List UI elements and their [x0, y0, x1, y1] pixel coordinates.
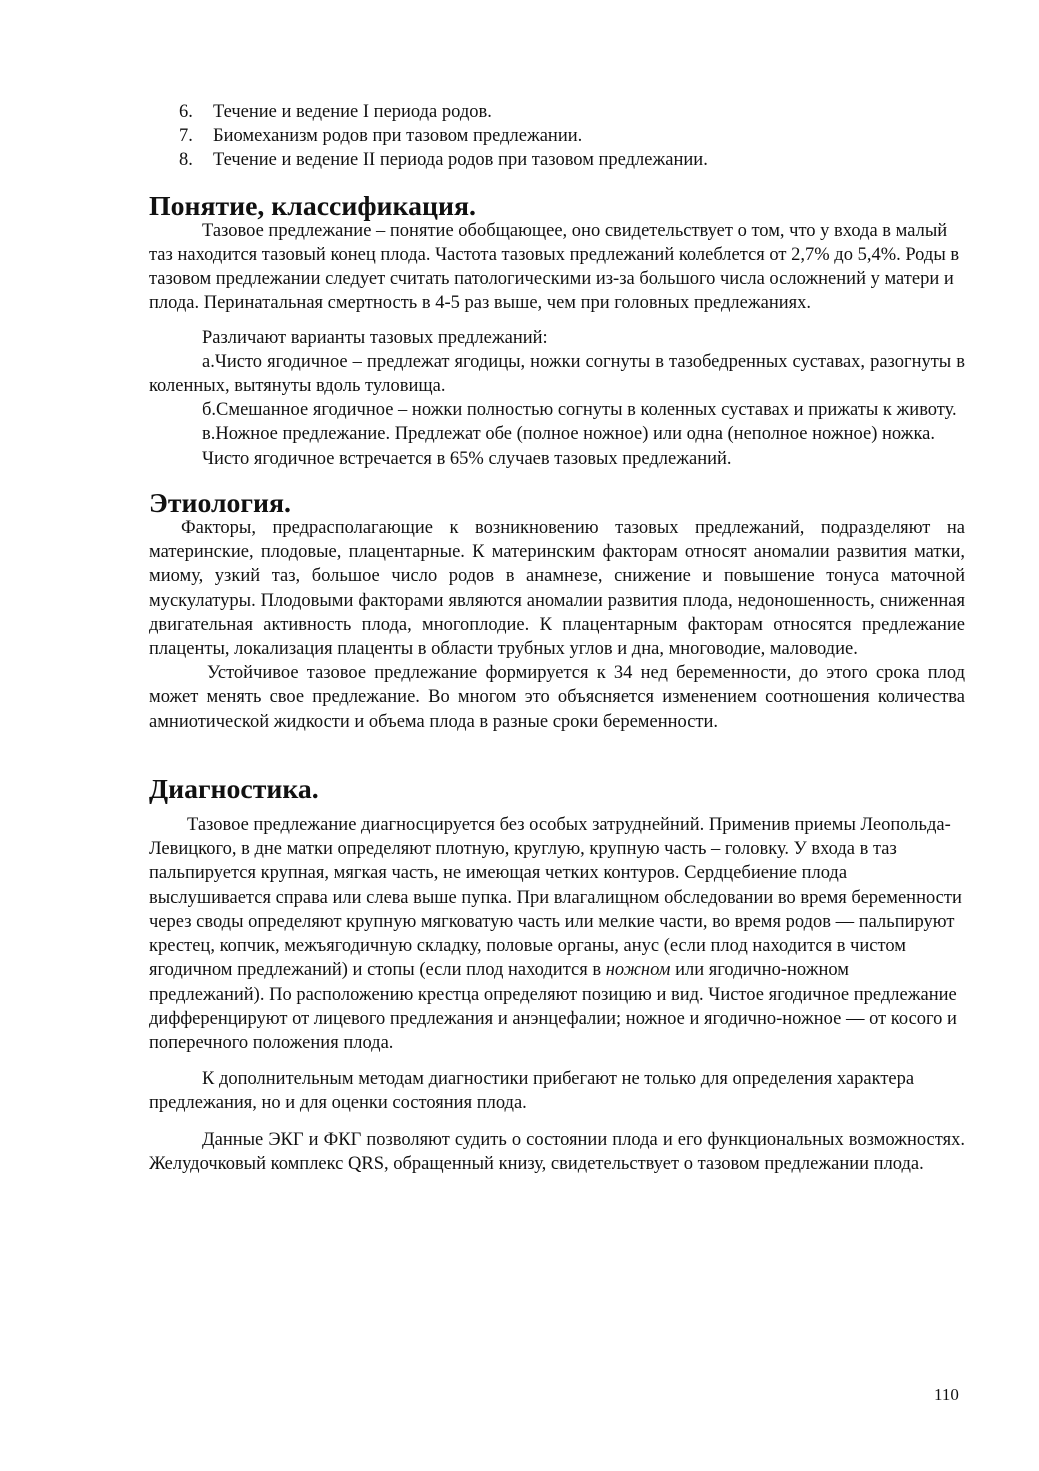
list-item	[149, 148, 965, 172]
diagnostics-paragraph-2: К дополнительным методам диагностики прибегают не только для определения характера предлежания, но и для оценки состояния плода.	[149, 1069, 915, 1114]
variant-a: а.Чисто ягодичное – предлежат ягодицы, ножки согнуты в тазобедренных суставах, разогнуты в коленных, вытянуты вдоль туловища.	[149, 351, 965, 397]
list-item-number: 8.	[179, 150, 193, 171]
concept-paragraph: Тазовое предлежание – понятие обобщающее, оно свидетельствует о том, что у входа в малый таз находится тазовый конец плода. Частота тазовых предлежаний колеблется от 2,7% до 5,4%. Роды в тазовом предлежании следует считать патологическими из-за большого числа осложнений у матери и плода. Перинатальная смертность в 4-5 раз выше, чем при головных предлежаниях.	[149, 220, 960, 314]
section-heading-etiology: Этиология.	[149, 487, 291, 519]
diagnostics-paragraph	[149, 813, 965, 1055]
diagnostics-text-part2: или ягодично-ножном предлежаний). По расположению крестца определяют позицию и вид. Чистое ягодичное предлежание дифференцируют от лицевого предлежания и анэнцефалии; ножное и ягодично-ножное — от косого и поперечного положения плода.	[149, 960, 957, 1053]
etiology-paragraph-2: Устойчивое тазовое предлежание формируется к 34 нед беременности, до этого срока плод может менять свое предлежание. Во многом это объясняется изменением соотношения количества амниотической жидкости и объема плода в разные сроки беременности.	[149, 663, 965, 732]
list-item-text: Течение и ведение I периода родов.	[213, 102, 492, 122]
topic-list	[149, 100, 965, 173]
etiology-paragraph: Факторы, предрасполагающие к возникновению тазовых предлежаний, подразделяют на материнские, плодовые, плацентарные. К материнским факторам относят аномалии развития матки, миому, узкий таз, большое число родов в анамнезе, снижение и повышение тонуса маточной мускулатуры. Плодовыми факторами являются аномалии развития плода, недоношенность, сниженная двигательная активность плода, многоплодие. К плацентарным факторам относятся предлежание плаценты, локализация плаценты в области трубных углов и дна, многоводие, маловодие.	[149, 518, 965, 660]
section-heading-diagnostics: Диагностика.	[149, 773, 319, 805]
list-item-text: Биомеханизм родов при тазовом предлежании.	[213, 126, 583, 147]
variants-intro: Различают варианты тазовых предлежаний:	[202, 327, 548, 348]
variant-c: в.Ножное предлежание. Предлежат обе (полное ножное) или одна (неполное ножное) ножка.	[202, 424, 936, 445]
list-item-number: 7.	[179, 126, 193, 147]
variant-b: б.Смешанное ягодичное – ножки полностью согнуты в коленных суставах и прижаты к животу.	[202, 400, 957, 421]
page-number: 110	[934, 1385, 959, 1404]
list-item	[149, 100, 965, 124]
diagnostics-italic-term: ножном	[605, 960, 671, 981]
section-heading-concept: Понятие, классификация.	[149, 190, 476, 222]
page-content	[149, 100, 965, 1176]
list-item-number: 6.	[179, 102, 193, 122]
frequency-paragraph: Чисто ягодичное встречается в 65% случаев тазовых предлежаний.	[202, 448, 732, 469]
diagnostics-text-part1: Тазовое предлежание диагносцируется без особых затруднейний. Применив приемы Леопольда-Левицкого, в дне матки определяют плотную, круглую, крупную часть – головку. У входа в таз пальпируется крупная, мягкая часть, не имеющая четких контуров. Сердцебиение плода выслушивается справа или слева выше пупка. При влагалищном обследовании во время беременности через своды определяют крупную мягковатую часть или мелкие части, во время родов — пальпируют крестец, копчик, межъягодичную складку, половые органы, анус (если плод находится в чистом ягодичном предлежаний) и стопы (если плод находится в	[149, 815, 962, 981]
list-item	[149, 124, 965, 148]
list-item-text: Течение и ведение II периода родов при тазовом предлежании.	[213, 150, 708, 171]
diagnostics-paragraph-3: Данные ЭКГ и ФКГ позволяют судить о состоянии плода и его функциональных возможностях. Желудочковый комплекс QRS, обращенный книзу, свидетельствует о тазовом предлежании плода.	[149, 1129, 965, 1174]
